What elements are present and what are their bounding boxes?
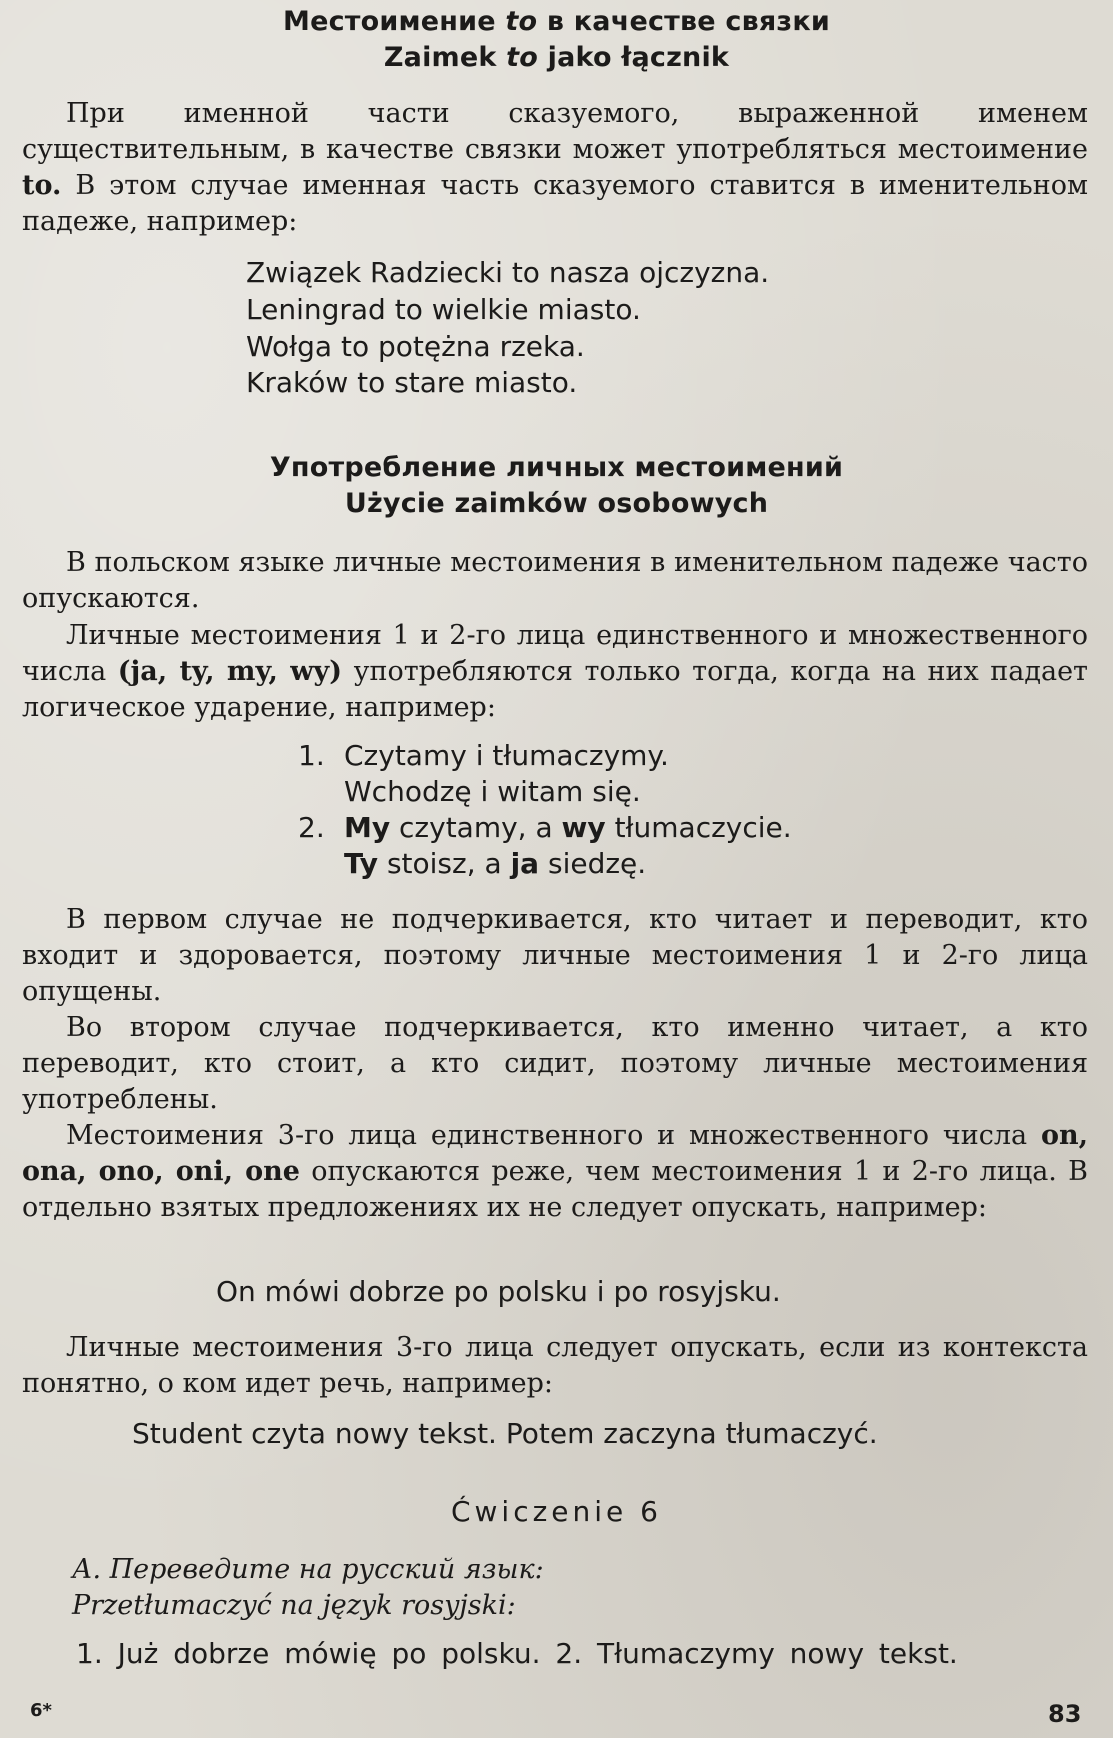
section2-title-ru: Употребление личных местоимений (269, 452, 844, 483)
example-line: Leningrad to wielkie miasto. (246, 293, 641, 326)
pronouns-bold: on, ona, ono, oni, one (22, 1120, 1088, 1187)
pronouns-bold: (ja, ty, my, wy) (117, 656, 343, 687)
example-text: stoisz, a (386, 847, 502, 880)
exercise-instruction-pl: Przetłumaczyć na język rosyjski: (72, 1590, 516, 1621)
section2-title-pl: Użycie zaimków osobowych (344, 488, 769, 519)
example-line (344, 810, 792, 846)
example-line: Wchodzę i witam się. (344, 775, 641, 808)
section2-paragraph-2 (22, 618, 1088, 726)
section1-title-ru (0, 4, 1113, 40)
example-text: siedzę. (547, 847, 647, 880)
signature-mark: 6* (30, 1700, 52, 1721)
section2-paragraph-5 (22, 1118, 1088, 1226)
section1-title-pl (0, 40, 1113, 76)
section2-paragraph-3: В первом случае не подчеркивается, кто читает и переводит, кто входит и здоровается, поэтому личные местоимения 1 и 2-го лица опущены. (22, 904, 1088, 1007)
title-pl-text-a: Zaimek (383, 42, 497, 73)
pronoun-bold: wy (561, 811, 606, 844)
pronoun-bold: ja (510, 847, 540, 880)
example-line: Wołga to potężna rzeka. (246, 330, 585, 363)
pronoun-bold: My (344, 811, 391, 844)
page-number: 83 (1048, 1700, 1082, 1728)
title-pl-text-b: jako łącznik (547, 42, 730, 73)
section2-paragraph-1: В польском языке личные местоимения в именительном падеже часто опускаются. (22, 547, 1088, 614)
example-line: On mówi dobrze po polsku i po rosyjsku. (216, 1275, 781, 1308)
section2-paragraph-6: Личные местоимения 3-го лица следует опускать, если из контекста понятно, о ком идет речь, например: (22, 1332, 1088, 1399)
example-line: Związek Radziecki to nasza ojczyzna. (246, 256, 770, 289)
example-text: tłumaczycie. (614, 811, 792, 844)
exercise-instruction-ru: А. Переведите на русский язык: (72, 1554, 544, 1585)
example-line: Student czyta nowy tekst. Potem zaczyna tłumaczyć. (132, 1417, 878, 1450)
title-ru-text-a: Местоимение (283, 6, 496, 37)
paragraph-text: опускаются реже, чем местоимения 1 и 2-го лица. В отдельно взятых предложениях их не следует опускать, например: (22, 1156, 1088, 1223)
section2-paragraph-4: Во втором случае подчеркивается, кто именно читает, а кто переводит, кто стоит, а кто сидит, поэтому личные местоимения употреблены. (22, 1012, 1088, 1115)
paragraph-text: В этом случае именная часть сказуемого ставится в именительном падеже, например: (22, 170, 1088, 237)
example-line: Czytamy i tłumaczymy. (344, 739, 669, 772)
title-ru-emphasis: to (505, 6, 538, 37)
paragraph-text: При именной части сказуемого, выраженной именем существительным, в качестве связки может употребляться местоимение (22, 98, 1088, 165)
exercise-line: 1. Już dobrze mówię po polsku. 2. Tłumaczymy nowy tekst. (76, 1637, 958, 1670)
paragraph-text: употребляются только тогда, когда на них падает логическое ударение, например: (22, 656, 1088, 723)
pronoun-bold: Ty (344, 847, 379, 880)
section1-paragraph (22, 96, 1088, 240)
title-ru-text-b: в качестве связки (546, 6, 830, 37)
paragraph-bold-to: to. (22, 170, 62, 201)
paragraph-text: Местоимения 3-го лица единственного и множественного числа (66, 1120, 1028, 1151)
title-pl-emphasis: to (506, 42, 539, 73)
example-line: Kraków to stare miasto. (246, 366, 578, 399)
paragraph-text: Личные местоимения 1 и 2-го лица единственного и множественного числа (22, 620, 1088, 687)
example-text: czytamy, a (399, 811, 553, 844)
example-line (344, 846, 646, 882)
exercise-title: Ćwiczenie 6 (450, 1495, 662, 1528)
example-number: 2. (298, 811, 325, 844)
example-number: 1. (298, 739, 325, 772)
